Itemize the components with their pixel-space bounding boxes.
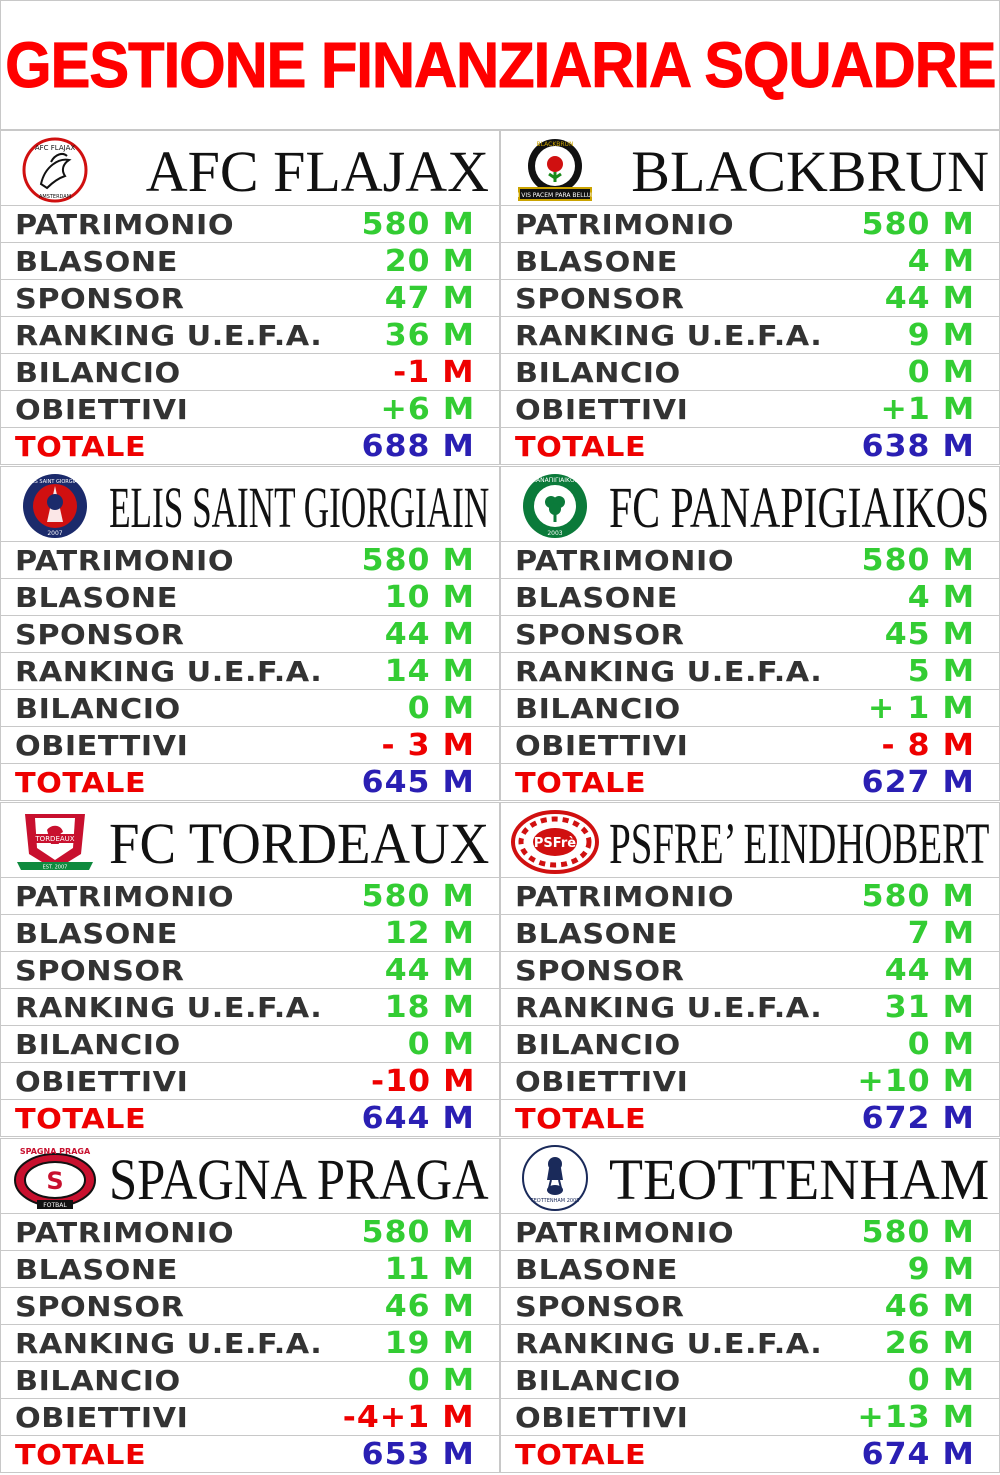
stat-value: 580 M <box>861 543 975 578</box>
stat-value: 580 M <box>861 207 975 242</box>
stat-row <box>500 280 1000 317</box>
stat-label: OBIETTIVI <box>515 1401 689 1434</box>
stat-label: BLASONE <box>515 581 678 614</box>
stat-row <box>500 1436 1000 1473</box>
team-card <box>500 802 1000 1138</box>
stat-label: OBIETTIVI <box>515 393 689 426</box>
stat-row <box>0 878 500 915</box>
stat-row <box>500 1100 1000 1137</box>
stat-label: BILANCIO <box>15 1364 181 1397</box>
stat-value: 580 M <box>361 543 475 578</box>
stat-value: 672 M <box>861 1101 975 1136</box>
stat-value: 46 M <box>884 1289 975 1324</box>
team-header <box>500 466 1000 542</box>
stat-label: BLASONE <box>15 581 178 614</box>
stat-row <box>500 616 1000 653</box>
stat-label: RANKING U.E.F.A. <box>15 319 323 352</box>
stat-value: - 8 M <box>881 728 975 763</box>
stat-row <box>500 727 1000 764</box>
stat-label: TOTALE <box>515 1438 647 1471</box>
stat-value: 44 M <box>884 281 975 316</box>
stat-value: +1 M <box>880 392 975 427</box>
team-header <box>500 130 1000 206</box>
stat-row <box>500 579 1000 616</box>
stat-label: BLASONE <box>515 917 678 950</box>
stat-label: BILANCIO <box>515 692 681 725</box>
title-bar <box>0 0 1000 130</box>
team-header <box>0 802 500 878</box>
stat-row <box>500 878 1000 915</box>
team-header <box>0 466 500 542</box>
stat-row <box>0 952 500 989</box>
stat-value: 18 M <box>384 990 475 1025</box>
stat-row <box>500 391 1000 428</box>
stat-label: PATRIMONIO <box>515 880 735 913</box>
stat-row <box>500 1251 1000 1288</box>
stat-label: OBIETTIVI <box>15 1065 189 1098</box>
stat-value: 580 M <box>361 207 475 242</box>
stat-label: TOTALE <box>515 766 647 799</box>
svg-text:AMSTERDAM: AMSTERDAM <box>38 194 72 200</box>
stat-value: + 1 M <box>868 691 975 726</box>
team-card <box>0 1138 500 1474</box>
stat-value: 653 M <box>361 1437 475 1472</box>
stat-value: 580 M <box>861 879 975 914</box>
stat-value: 7 M <box>907 916 975 951</box>
stat-row <box>0 354 500 391</box>
stat-label: BILANCIO <box>515 1364 681 1397</box>
stat-row <box>0 1399 500 1436</box>
stat-label: TOTALE <box>15 766 147 799</box>
team-name: BLACKBRUN <box>631 139 989 204</box>
stat-label: TOTALE <box>15 1438 147 1471</box>
stat-value: 0 M <box>407 691 475 726</box>
team-logo-icon <box>11 1144 99 1212</box>
stat-row <box>500 317 1000 354</box>
stat-label: TOTALE <box>15 1102 147 1135</box>
stat-row <box>0 1325 500 1362</box>
stat-value: 11 M <box>384 1252 475 1287</box>
svg-text:TEOTTENHAM 2005: TEOTTENHAM 2005 <box>530 1198 580 1204</box>
stat-label: BLASONE <box>515 1253 678 1286</box>
stat-value: 5 M <box>907 654 975 689</box>
team-name: TEOTTENHAM <box>608 1147 989 1212</box>
stat-value: 44 M <box>384 617 475 652</box>
svg-text:2003: 2003 <box>547 530 563 537</box>
stat-row <box>0 1214 500 1251</box>
stat-row <box>0 542 500 579</box>
stat-value: 46 M <box>384 1289 475 1324</box>
stat-row <box>500 690 1000 727</box>
svg-text:FOTBAL: FOTBAL <box>43 1202 67 1209</box>
stat-value: 4 M <box>907 580 975 615</box>
stat-row <box>500 1214 1000 1251</box>
stat-value: 0 M <box>907 1363 975 1398</box>
stat-row <box>500 542 1000 579</box>
stat-label: SPONSOR <box>15 282 185 315</box>
team-logo-icon <box>511 472 599 540</box>
team-logo-icon <box>511 808 599 876</box>
stat-row <box>0 616 500 653</box>
stat-label: RANKING U.E.F.A. <box>515 991 823 1024</box>
stat-value: 44 M <box>884 953 975 988</box>
stat-value: 31 M <box>884 990 975 1025</box>
stat-row <box>0 1362 500 1399</box>
stat-label: RANKING U.E.F.A. <box>515 1327 823 1360</box>
team-header <box>500 1138 1000 1214</box>
stat-row <box>500 428 1000 465</box>
stat-value: 580 M <box>361 879 475 914</box>
team-card <box>0 802 500 1138</box>
stat-label: OBIETTIVI <box>15 393 189 426</box>
stat-label: BILANCIO <box>15 356 181 389</box>
stat-row <box>500 653 1000 690</box>
team-card <box>0 466 500 802</box>
team-name: PSFRE’ EINDHOBERT <box>608 811 989 876</box>
stat-row <box>0 579 500 616</box>
stat-row <box>500 1399 1000 1436</box>
stat-value: 0 M <box>907 355 975 390</box>
team-logo-icon <box>11 808 99 876</box>
stat-value: 580 M <box>361 1215 475 1250</box>
stat-row <box>0 764 500 801</box>
stat-row <box>500 243 1000 280</box>
stat-value: 19 M <box>384 1326 475 1361</box>
stat-label: TOTALE <box>15 430 147 463</box>
stat-row <box>0 1026 500 1063</box>
stat-value: 9 M <box>907 1252 975 1287</box>
stat-row <box>0 727 500 764</box>
stat-row <box>0 1436 500 1473</box>
team-header <box>0 130 500 206</box>
team-card <box>0 130 500 466</box>
stat-value: +6 M <box>380 392 475 427</box>
stat-label: BILANCIO <box>15 1028 181 1061</box>
stat-label: OBIETTIVI <box>15 1401 189 1434</box>
stat-value: -4+1 M <box>343 1400 475 1435</box>
stat-value: 645 M <box>361 765 475 800</box>
stat-label: SPONSOR <box>515 1290 685 1323</box>
stat-label: BLASONE <box>515 245 678 278</box>
team-logo-icon <box>11 472 99 540</box>
stat-label: SPONSOR <box>15 1290 185 1323</box>
stat-row <box>0 243 500 280</box>
stat-value: 20 M <box>384 244 475 279</box>
stat-value: +10 M <box>857 1064 975 1099</box>
team-header <box>0 1138 500 1214</box>
stat-value: 9 M <box>907 318 975 353</box>
stat-label: PATRIMONIO <box>515 1216 735 1249</box>
stat-row <box>0 317 500 354</box>
stat-row <box>0 1288 500 1325</box>
stat-label: PATRIMONIO <box>515 544 735 577</box>
stat-value: 4 M <box>907 244 975 279</box>
stat-label: SPONSOR <box>15 954 185 987</box>
svg-text:TORDEAUX: TORDEAUX <box>35 835 75 843</box>
stat-label: BLASONE <box>15 917 178 950</box>
stat-row <box>500 1026 1000 1063</box>
stat-value: -1 M <box>393 355 475 390</box>
stat-label: OBIETTIVI <box>515 1065 689 1098</box>
stat-value: 47 M <box>384 281 475 316</box>
stat-label: PATRIMONIO <box>15 544 235 577</box>
svg-text:SI VIS PACEM PARA BELLUM: SI VIS PACEM PARA BELLUM <box>513 192 597 199</box>
team-header <box>500 802 1000 878</box>
team-name: AFC FLAJAX <box>145 139 489 204</box>
stat-label: RANKING U.E.F.A. <box>515 319 823 352</box>
stat-row <box>0 915 500 952</box>
stat-value: 26 M <box>884 1326 975 1361</box>
stat-label: RANKING U.E.F.A. <box>15 991 323 1024</box>
stat-label: SPONSOR <box>515 282 685 315</box>
stat-row <box>0 989 500 1026</box>
stat-label: PATRIMONIO <box>15 208 235 241</box>
stat-label: PATRIMONIO <box>15 880 235 913</box>
stat-row <box>0 280 500 317</box>
stat-value: 0 M <box>407 1027 475 1062</box>
stat-row <box>500 989 1000 1026</box>
stat-row <box>500 354 1000 391</box>
stat-label: BILANCIO <box>515 356 681 389</box>
stat-row <box>500 915 1000 952</box>
team-name: ELIS SAINT GIORGIAIN <box>108 475 489 540</box>
stat-value: - 3 M <box>381 728 475 763</box>
stat-row <box>0 1063 500 1100</box>
stat-row <box>500 764 1000 801</box>
stat-label: RANKING U.E.F.A. <box>15 1327 323 1360</box>
stat-label: RANKING U.E.F.A. <box>515 655 823 688</box>
stat-label: TOTALE <box>515 1102 647 1135</box>
stat-value: 644 M <box>361 1101 475 1136</box>
team-name: SPAGNA PRAGA <box>109 1147 489 1212</box>
svg-text:EST. 2007: EST. 2007 <box>42 864 68 871</box>
stat-value: 580 M <box>861 1215 975 1250</box>
team-logo-icon <box>11 136 99 204</box>
stat-label: RANKING U.E.F.A. <box>15 655 323 688</box>
team-card <box>500 1138 1000 1474</box>
team-name: FC PANAPIGIAIKOS <box>608 475 989 540</box>
stat-row <box>0 1251 500 1288</box>
stat-row <box>500 206 1000 243</box>
stat-value: +13 M <box>857 1400 975 1435</box>
stat-label: TOTALE <box>515 430 647 463</box>
svg-text:ELIS SAINT GIORGIAIN: ELIS SAINT GIORGIAIN <box>27 479 83 485</box>
stat-value: 627 M <box>861 765 975 800</box>
stat-label: BLASONE <box>15 245 178 278</box>
page-title: GESTIONE FINANZIARIA SQUADRE <box>4 29 996 101</box>
stat-label: PATRIMONIO <box>515 208 735 241</box>
stat-value: -10 M <box>370 1064 475 1099</box>
stat-value: 36 M <box>384 318 475 353</box>
stat-row <box>500 1362 1000 1399</box>
stat-label: BLASONE <box>15 1253 178 1286</box>
svg-text:BLACKBRUN: BLACKBRUN <box>536 141 574 148</box>
stat-label: BILANCIO <box>515 1028 681 1061</box>
svg-text:ΠΑΝΑΠΙΓΙΑΙΚΟΣ: ΠΑΝΑΠΙΓΙΑΙΚΟΣ <box>531 477 579 484</box>
stat-row <box>500 952 1000 989</box>
team-logo-icon <box>511 1144 599 1212</box>
stat-row <box>0 1100 500 1137</box>
stat-value: 688 M <box>361 429 475 464</box>
stat-row <box>0 206 500 243</box>
stat-row <box>0 428 500 465</box>
team-name: FC TORDEAUX <box>108 811 489 876</box>
stat-label: BILANCIO <box>15 692 181 725</box>
svg-text:2007: 2007 <box>47 530 63 537</box>
team-card <box>500 466 1000 802</box>
stat-row <box>500 1325 1000 1362</box>
stat-value: 45 M <box>884 617 975 652</box>
stat-value: 10 M <box>384 580 475 615</box>
stat-value: 12 M <box>384 916 475 951</box>
stat-value: 638 M <box>861 429 975 464</box>
stat-value: 14 M <box>384 654 475 689</box>
stat-label: SPONSOR <box>515 954 685 987</box>
stat-label: OBIETTIVI <box>15 729 189 762</box>
team-card <box>500 130 1000 466</box>
svg-text:SPAGNA PRAGA: SPAGNA PRAGA <box>19 1147 91 1156</box>
stat-label: OBIETTIVI <box>515 729 689 762</box>
stat-row <box>0 653 500 690</box>
team-logo-icon <box>511 136 599 204</box>
stat-label: SPONSOR <box>515 618 685 651</box>
stat-label: PATRIMONIO <box>15 1216 235 1249</box>
stat-value: 0 M <box>907 1027 975 1062</box>
stat-value: 44 M <box>384 953 475 988</box>
stat-row <box>0 391 500 428</box>
svg-text:AFC FLAJAX: AFC FLAJAX <box>34 144 76 152</box>
stat-row <box>0 690 500 727</box>
svg-text:S: S <box>46 1167 64 1195</box>
stat-label: SPONSOR <box>15 618 185 651</box>
stat-value: 674 M <box>861 1437 975 1472</box>
stat-row <box>500 1288 1000 1325</box>
svg-text:PSFrè: PSFrè <box>533 836 577 851</box>
stat-row <box>500 1063 1000 1100</box>
stat-value: 0 M <box>407 1363 475 1398</box>
